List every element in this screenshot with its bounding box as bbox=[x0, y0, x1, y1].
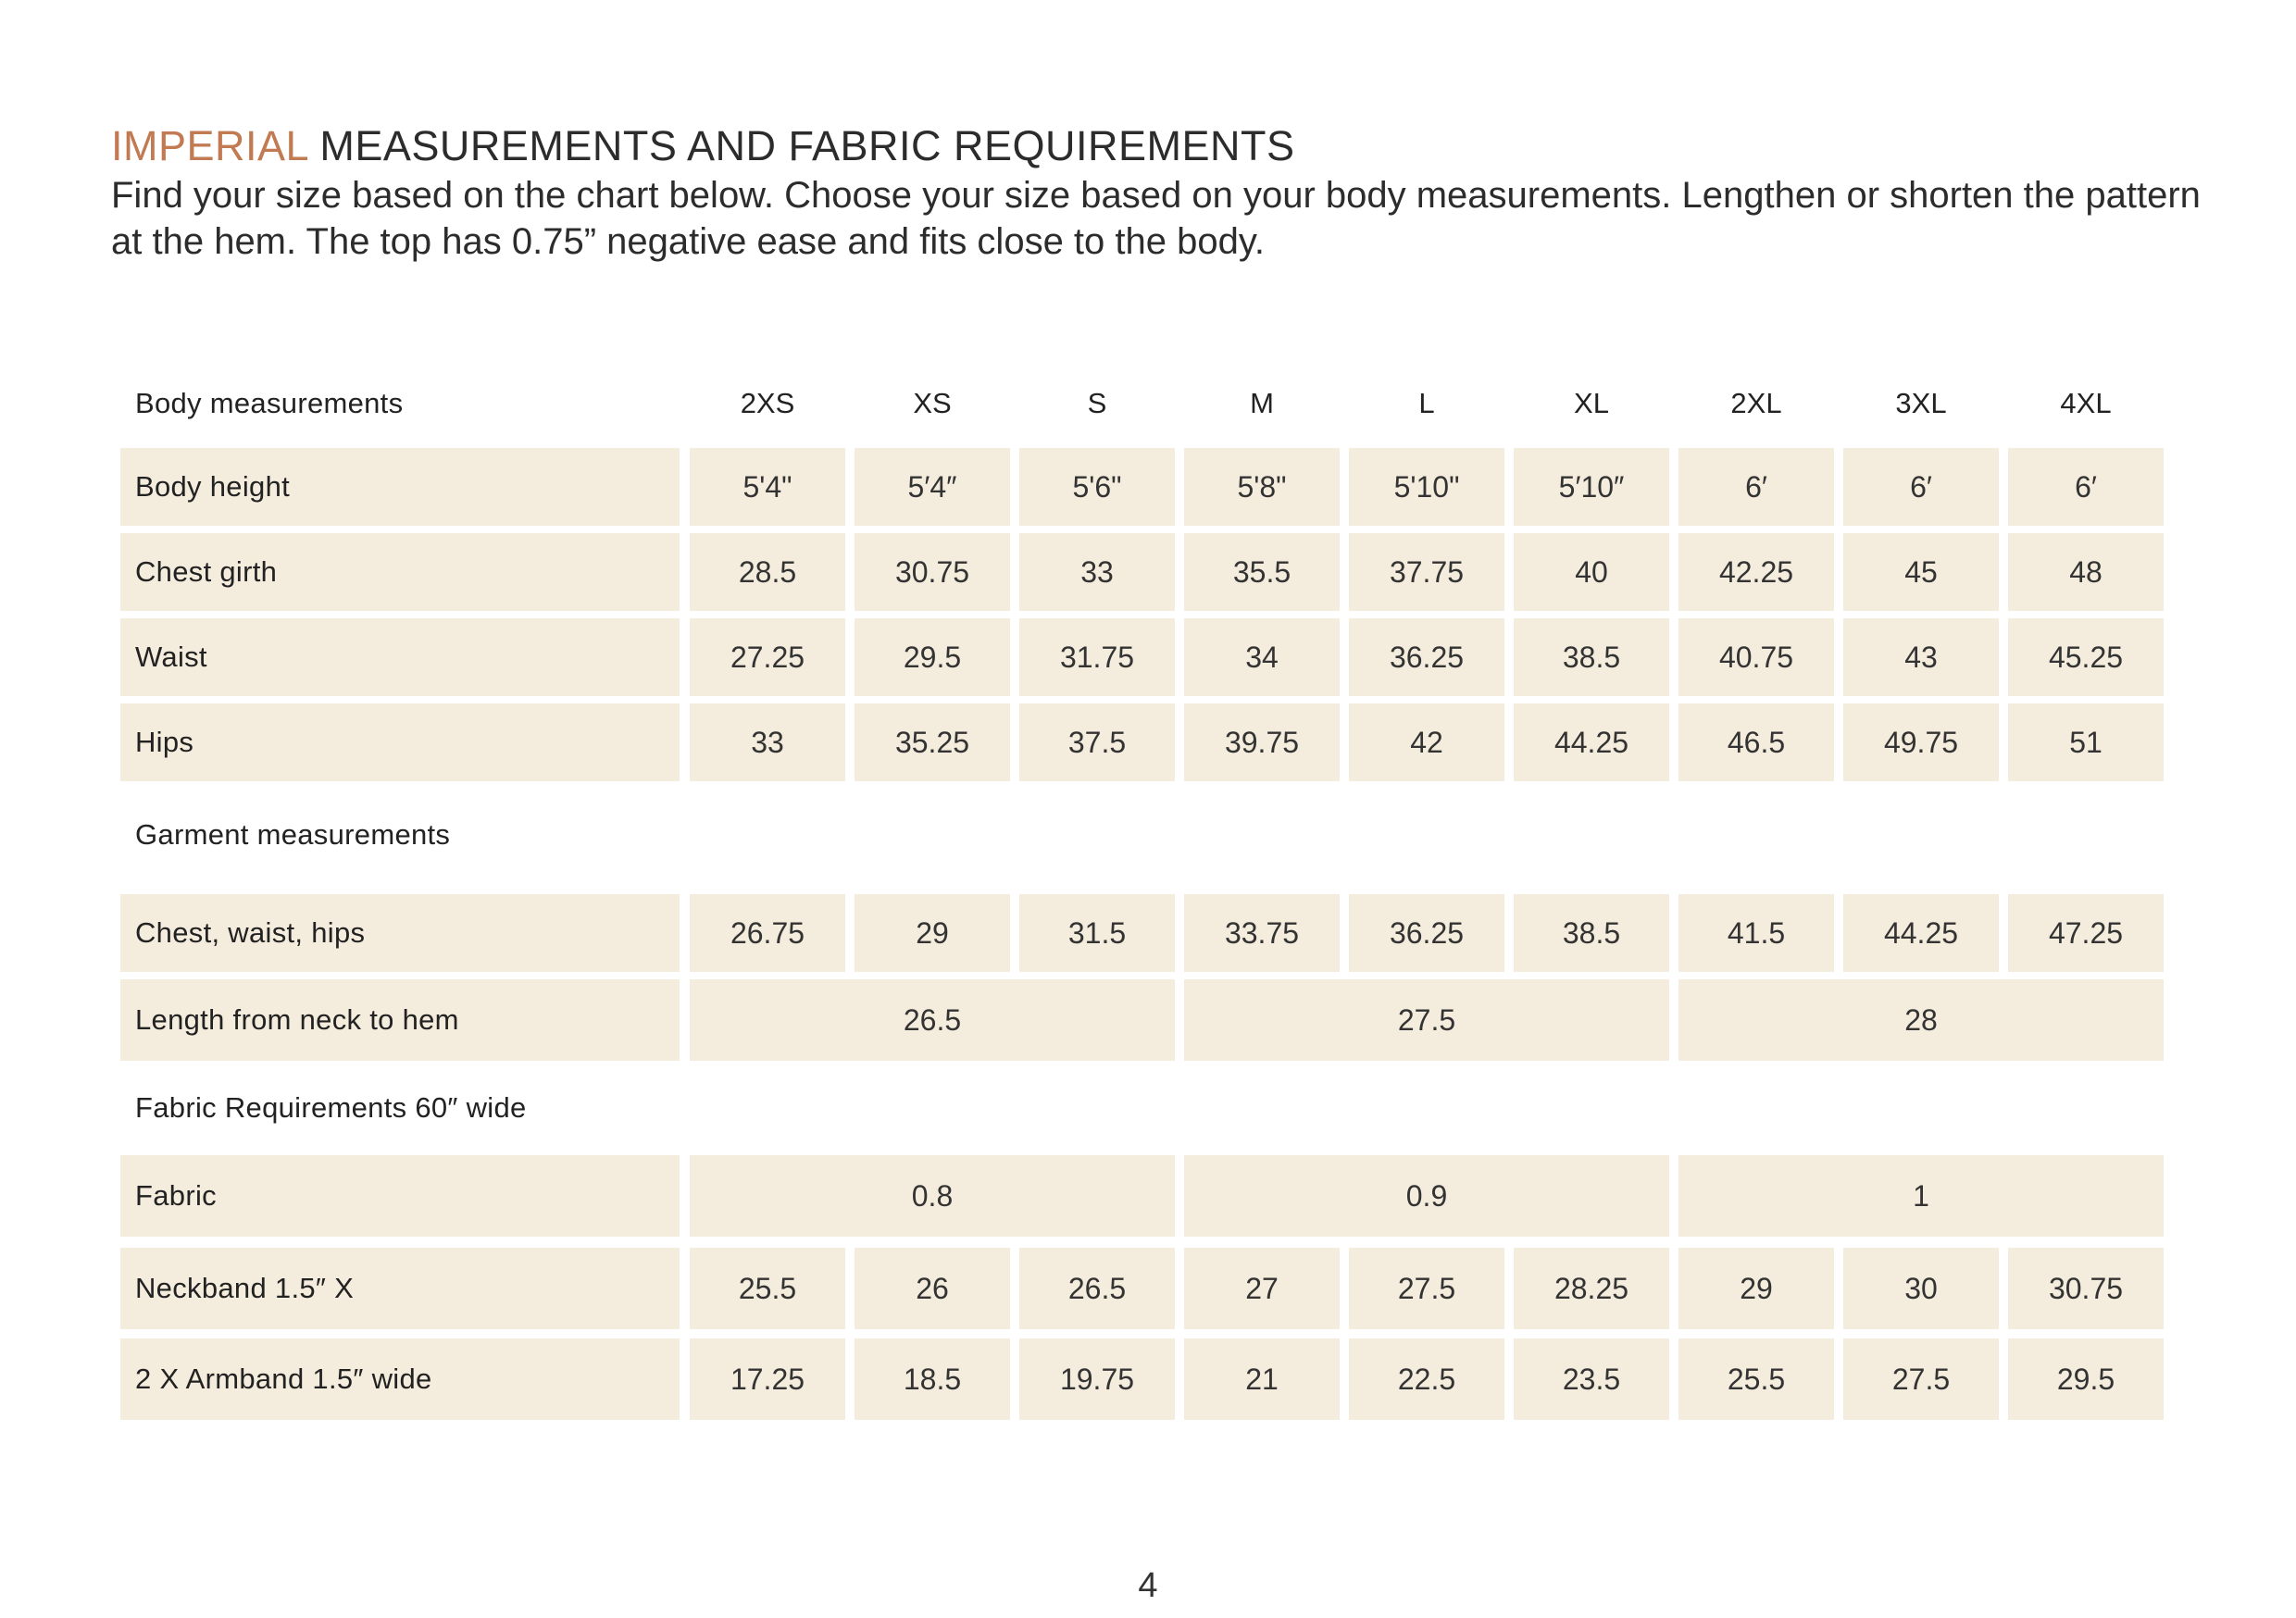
table-cell: 25.5 bbox=[690, 1248, 845, 1329]
table-cell: 42 bbox=[1349, 703, 1504, 781]
page-number: 4 bbox=[1138, 1566, 1158, 1605]
table-cell: 6′ bbox=[1843, 448, 1999, 526]
table-cell: 5′4″ bbox=[855, 448, 1010, 526]
table-cell: 45 bbox=[1843, 533, 1999, 611]
table-cell-group: 26.5 bbox=[690, 979, 1175, 1061]
table-cell: 5'10" bbox=[1349, 448, 1504, 526]
table-cell: 5′10″ bbox=[1514, 448, 1669, 526]
table-cell: 33 bbox=[1019, 533, 1175, 611]
table-cell: 31.5 bbox=[1019, 894, 1175, 972]
table-cell: 47.25 bbox=[2008, 894, 2164, 972]
size-column-header: XL bbox=[1574, 387, 1609, 419]
table-cell: 30 bbox=[1843, 1248, 1999, 1329]
size-column-header: XS bbox=[913, 387, 952, 419]
page-title bbox=[111, 122, 1295, 170]
row-label: Chest, waist, hips bbox=[120, 894, 680, 972]
table-header-label: Body measurements bbox=[135, 387, 404, 419]
table-cell: 21 bbox=[1184, 1338, 1340, 1420]
table-cell: 6′ bbox=[2008, 448, 2164, 526]
table-cell: 28.5 bbox=[690, 533, 845, 611]
table-cell: 26.75 bbox=[690, 894, 845, 972]
table-cell: 30.75 bbox=[2008, 1248, 2164, 1329]
table-cell: 44.25 bbox=[1843, 894, 1999, 972]
table-cell: 27.5 bbox=[1349, 1248, 1504, 1329]
row-label: Fabric bbox=[120, 1155, 680, 1237]
row-label: Length from neck to hem bbox=[120, 979, 680, 1061]
size-column-header: L bbox=[1418, 387, 1435, 419]
table-cell: 38.5 bbox=[1514, 618, 1669, 696]
table-cell: 29.5 bbox=[2008, 1338, 2164, 1420]
table-cell: 29 bbox=[855, 894, 1010, 972]
size-column-header: M bbox=[1250, 387, 1274, 419]
table-cell-group: 0.8 bbox=[690, 1155, 1175, 1237]
section-label: Fabric Requirements 60″ wide bbox=[135, 1091, 527, 1124]
table-cell: 40.75 bbox=[1678, 618, 1834, 696]
table-cell: 5'8" bbox=[1184, 448, 1340, 526]
table-cell: 37.75 bbox=[1349, 533, 1504, 611]
table-cell-group: 28 bbox=[1678, 979, 2164, 1061]
section-label: Garment measurements bbox=[135, 818, 451, 851]
size-column-header: 4XL bbox=[2060, 387, 2112, 419]
title-rest: MEASUREMENTS AND FABRIC REQUIREMENTS bbox=[307, 122, 1295, 169]
table-cell: 33 bbox=[690, 703, 845, 781]
table-cell: 48 bbox=[2008, 533, 2164, 611]
size-column-header: 2XL bbox=[1730, 387, 1782, 419]
table-cell: 41.5 bbox=[1678, 894, 1834, 972]
table-cell: 36.25 bbox=[1349, 618, 1504, 696]
table-cell: 5'6" bbox=[1019, 448, 1175, 526]
table-cell: 28.25 bbox=[1514, 1248, 1669, 1329]
table-cell: 42.25 bbox=[1678, 533, 1834, 611]
table-cell: 46.5 bbox=[1678, 703, 1834, 781]
table-cell: 36.25 bbox=[1349, 894, 1504, 972]
table-cell: 25.5 bbox=[1678, 1338, 1834, 1420]
table-cell: 39.75 bbox=[1184, 703, 1340, 781]
table-cell-group: 0.9 bbox=[1184, 1155, 1669, 1237]
table-cell-group: 27.5 bbox=[1184, 979, 1669, 1061]
table-cell: 38.5 bbox=[1514, 894, 1669, 972]
size-column-header: 3XL bbox=[1895, 387, 1947, 419]
intro-paragraph: Find your size based on the chart below. Choose your size based on your body measurements. Lengthen or shorten the pattern at the hem. The top has 0.75” negative ease and fits close to the body. bbox=[111, 175, 2201, 262]
table-cell: 44.25 bbox=[1514, 703, 1669, 781]
table-cell: 27.25 bbox=[690, 618, 845, 696]
row-label: Neckband 1.5″ X bbox=[120, 1248, 680, 1329]
table-cell: 29.5 bbox=[855, 618, 1010, 696]
table-cell: 33.75 bbox=[1184, 894, 1340, 972]
table-cell-group: 1 bbox=[1678, 1155, 2164, 1237]
table-cell: 51 bbox=[2008, 703, 2164, 781]
table-cell: 17.25 bbox=[690, 1338, 845, 1420]
table-cell: 49.75 bbox=[1843, 703, 1999, 781]
table-cell: 35.25 bbox=[855, 703, 1010, 781]
row-label: Waist bbox=[120, 618, 680, 696]
row-label: Chest girth bbox=[120, 533, 680, 611]
table-cell: 30.75 bbox=[855, 533, 1010, 611]
size-column-header: S bbox=[1087, 387, 1107, 419]
table-cell: 26.5 bbox=[1019, 1248, 1175, 1329]
table-cell: 35.5 bbox=[1184, 533, 1340, 611]
table-cell: 22.5 bbox=[1349, 1338, 1504, 1420]
table-cell: 31.75 bbox=[1019, 618, 1175, 696]
row-label: 2 X Armband 1.5″ wide bbox=[120, 1338, 680, 1420]
table-cell: 23.5 bbox=[1514, 1338, 1669, 1420]
table-cell: 18.5 bbox=[855, 1338, 1010, 1420]
table-cell: 45.25 bbox=[2008, 618, 2164, 696]
title-accent: IMPERIAL bbox=[111, 122, 308, 169]
table-cell: 5'4" bbox=[690, 448, 845, 526]
table-cell: 29 bbox=[1678, 1248, 1834, 1329]
table-cell: 40 bbox=[1514, 533, 1669, 611]
table-cell: 26 bbox=[855, 1248, 1010, 1329]
table-cell: 19.75 bbox=[1019, 1338, 1175, 1420]
table-cell: 6′ bbox=[1678, 448, 1834, 526]
row-label: Body height bbox=[120, 448, 680, 526]
table-cell: 34 bbox=[1184, 618, 1340, 696]
table-cell: 43 bbox=[1843, 618, 1999, 696]
table-cell: 27 bbox=[1184, 1248, 1340, 1329]
size-column-header: 2XS bbox=[740, 387, 795, 419]
row-label: Hips bbox=[120, 703, 680, 781]
table-cell: 37.5 bbox=[1019, 703, 1175, 781]
table-cell: 27.5 bbox=[1843, 1338, 1999, 1420]
